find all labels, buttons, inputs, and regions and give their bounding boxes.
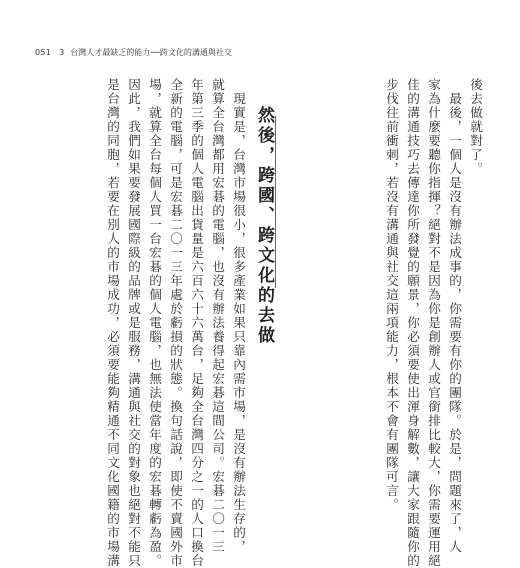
running-header [35, 47, 232, 58]
text-line: 家為什麼要聽你指揮？絕對不是因為你是創辦人或官銜排比較大，你需要運用絕 [426, 78, 441, 568]
page-number: 051 [35, 48, 52, 57]
section-heading: 然後，跨國、跨文化的去做 [254, 106, 274, 346]
text-line: 全新的電腦，可是宏碁二〇一三年處於虧損的狀態。換句話說，即使不賣國外市 [168, 78, 183, 568]
heading-rule [275, 116, 276, 288]
text-line: 最後，一個人是沒有辦法成事的，你需要有你的團隊。於是，問題來了，人 [447, 78, 462, 554]
text-line: 現實是，台灣市場很小，很多產業如果只靠內需市場，是沒有辦法生存的， [231, 78, 246, 554]
text-line: 年第三季的個人電腦出貨量是六百六十六萬台，足夠全台灣四分之一的人口換台 [189, 78, 204, 568]
text-line: 後去做就對了。 [468, 78, 483, 176]
text-line: 是台灣的同胞，若要在別人的市場成功，必須要能夠精通不同文化國籍的市場溝 [105, 78, 120, 568]
text-line: 因此，我們如果要發展國際級的品牌或是服務，溝通與社交的對象也絕對不能只 [126, 78, 141, 568]
text-line: 場，就算全台每個人買一台宏碁的個人電腦，也無法使當年度的宏碁轉虧為盈。 [147, 78, 162, 568]
text-line: 佳的溝通技巧去傳達你所發覺的願景，你必須要使出渾身解數，讓大家跟隨你的 [405, 78, 420, 568]
chapter-number: 3 [59, 48, 65, 57]
text-line: 就算全台灣都用宏碁的電腦，也沒有辦法養得起宏碁這間公司。宏碁二〇一三 [210, 78, 225, 554]
chapter-title: 台灣人才最缺乏的能力──跨文化的溝通與社交 [70, 48, 232, 57]
text-line: 步伐往前衝刺，若沒有溝通與社交這兩項能力，根本不會有團隊可言。 [384, 78, 399, 512]
